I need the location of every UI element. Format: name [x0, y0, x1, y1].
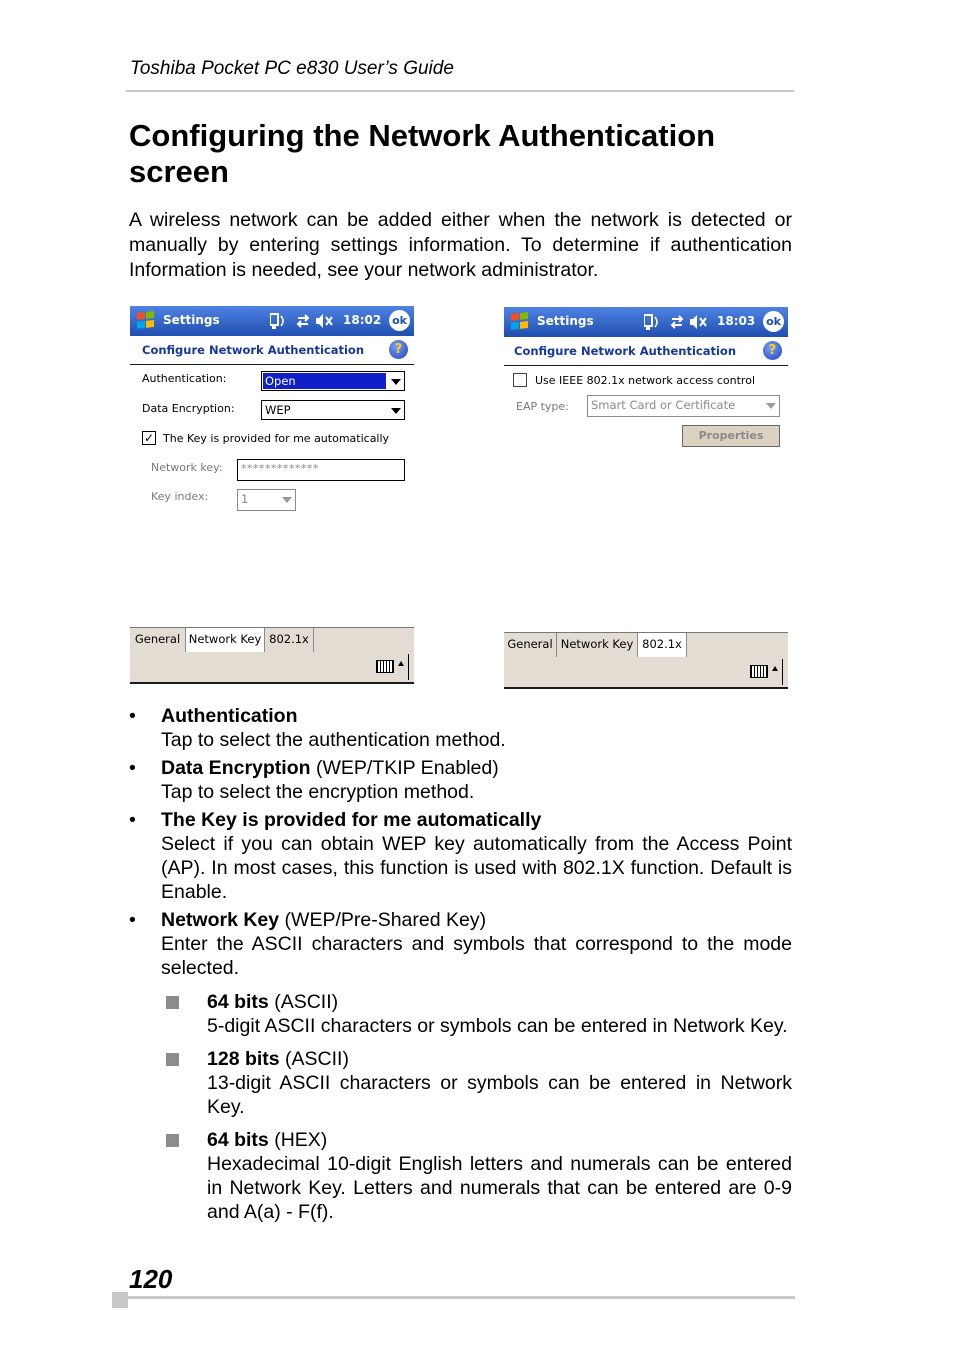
- chevron-down-icon: [766, 403, 776, 409]
- list-item: [129, 704, 792, 752]
- titlebar: [504, 307, 788, 337]
- chevron-down-icon: [282, 497, 292, 503]
- footer-square: [112, 1292, 128, 1308]
- command-bar: [504, 657, 788, 689]
- speaker-muted-icon[interactable]: [690, 315, 706, 329]
- tab-802-1x[interactable]: 802.1x: [638, 633, 687, 657]
- bullet-term: Authentication: [161, 705, 298, 727]
- clock[interactable]: 18:02: [343, 313, 382, 327]
- authentication-value: Open: [263, 373, 386, 389]
- clock[interactable]: 18:03: [717, 314, 756, 328]
- input-selector-arrow-icon[interactable]: [398, 661, 404, 666]
- network-key-label: Network key:: [151, 461, 223, 474]
- chevron-down-icon: [391, 379, 401, 385]
- tab-general[interactable]: General: [130, 628, 186, 652]
- sub-description: Hexadecimal 10-digit English letters and numerals can be entered in Network Key. Letters and numerals that can be entered are 0-9 and A(a) - F(f).: [207, 1153, 792, 1223]
- bullet-symbol: •: [129, 909, 136, 931]
- use-ieee-label: Use IEEE 802.1x network access control: [535, 374, 755, 387]
- keyboard-icon[interactable]: [376, 660, 394, 673]
- intro-paragraph: A wireless network can be added either when the network is detected or manually by entering settings information. To determine if authentication Information is needed, see your network administrator.: [129, 209, 792, 281]
- connectivity-icon[interactable]: [644, 315, 657, 330]
- key-provided-label: The Key is provided for me automatically: [163, 432, 390, 445]
- page-number: 120: [129, 1264, 173, 1294]
- screenshot-network-key: [130, 306, 414, 684]
- footer-rule: [120, 1296, 795, 1299]
- data-encryption-label: Data Encryption:: [142, 402, 235, 415]
- eap-type-label: EAP type:: [516, 400, 569, 413]
- sub-list-item: [207, 990, 792, 1038]
- square-bullet-icon: [166, 996, 179, 1009]
- bullet-symbol: •: [129, 757, 136, 779]
- windows-start-icon[interactable]: [509, 311, 531, 333]
- sub-term: 128 bits: [207, 1048, 280, 1070]
- authentication-dropdown[interactable]: [261, 371, 405, 391]
- bullet-description: Tap to select the encryption method.: [161, 781, 475, 803]
- command-bar-separator: [408, 654, 409, 680]
- bullet-qualifier: (WEP/Pre-Shared Key): [279, 909, 487, 931]
- windows-start-icon[interactable]: [135, 310, 157, 332]
- sub-qualifier: (ASCII): [268, 991, 339, 1013]
- sub-list-item: [207, 1047, 792, 1119]
- key-provided-checkbox[interactable]: ✓: [143, 431, 155, 445]
- key-index-value: 1: [241, 492, 249, 506]
- sub-description: 13-digit ASCII characters or symbols can be entered in Network Key.: [207, 1072, 792, 1118]
- chevron-down-icon: [391, 408, 401, 414]
- authentication-label: Authentication:: [142, 372, 227, 385]
- bullet-term: Network Key: [161, 909, 280, 931]
- subheader: [504, 337, 788, 366]
- app-title: Settings: [163, 313, 220, 327]
- header-rule: [126, 90, 794, 92]
- tab-network-key[interactable]: Network Key: [557, 633, 638, 657]
- screenshot-802-1x: [504, 307, 788, 689]
- key-index-dropdown[interactable]: [237, 489, 296, 511]
- guide-title: Toshiba Pocket PC e830 User’s Guide: [130, 58, 454, 79]
- subheader-title: Configure Network Authentication: [142, 343, 365, 357]
- list-item: [129, 808, 792, 904]
- square-bullet-icon: [166, 1053, 179, 1066]
- speaker-muted-icon[interactable]: [316, 314, 332, 328]
- list-item: [129, 908, 792, 980]
- sync-arrows-icon[interactable]: [672, 316, 682, 328]
- bullet-term: Data Encryption: [161, 757, 311, 779]
- network-key-value: *************: [241, 462, 319, 475]
- properties-button[interactable]: Properties: [682, 425, 780, 447]
- tab-bar: [130, 627, 414, 653]
- sub-term: 64 bits: [207, 1129, 269, 1151]
- data-encryption-value: WEP: [265, 403, 291, 417]
- network-key-input[interactable]: [237, 459, 405, 481]
- sub-list-item: [207, 1128, 792, 1224]
- sub-term: 64 bits: [207, 991, 269, 1013]
- use-ieee-checkbox[interactable]: [513, 373, 527, 387]
- bullet-term: The Key is provided for me automatically: [161, 809, 542, 831]
- command-bar-separator: [782, 659, 783, 685]
- list-item: [129, 756, 792, 804]
- eap-type-dropdown[interactable]: [587, 395, 780, 417]
- tab-network-key[interactable]: Network Key: [186, 628, 265, 652]
- bullet-description: Select if you can obtain WEP key automatically from the Access Point (AP). In most cases, this function is used with 802.1X function. Default is Enable.: [161, 833, 792, 903]
- bullet-qualifier: (WEP/TKIP Enabled): [310, 757, 499, 779]
- connectivity-icon[interactable]: [270, 314, 283, 329]
- tab-general[interactable]: General: [504, 633, 557, 657]
- tab-802-1x[interactable]: 802.1x: [265, 628, 314, 652]
- data-encryption-dropdown[interactable]: [261, 400, 405, 420]
- sync-arrows-icon[interactable]: [298, 315, 308, 327]
- bullet-symbol: •: [129, 809, 136, 831]
- titlebar: [130, 306, 414, 336]
- ok-button[interactable]: ok: [389, 310, 410, 331]
- subheader-title: Configure Network Authentication: [514, 344, 737, 358]
- keyboard-icon[interactable]: [750, 665, 768, 678]
- sub-qualifier: (ASCII): [279, 1048, 349, 1070]
- sub-qualifier: (HEX): [268, 1129, 328, 1151]
- key-index-label: Key index:: [151, 490, 209, 503]
- help-icon[interactable]: ?: [389, 340, 408, 359]
- eap-type-value: Smart Card or Certificate: [591, 398, 736, 412]
- bullet-description: Enter the ASCII characters and symbols that correspond to the mode selected.: [161, 933, 792, 979]
- square-bullet-icon: [166, 1134, 179, 1147]
- command-bar: [130, 652, 414, 684]
- app-title: Settings: [537, 314, 594, 328]
- bullet-description: Tap to select the authentication method.: [161, 729, 506, 751]
- bullet-list: [129, 704, 792, 1224]
- section-title: Configuring the Network Authentication screen: [129, 118, 716, 189]
- tab-bar: [504, 632, 788, 658]
- help-icon[interactable]: ?: [763, 341, 782, 360]
- sub-description: 5-digit ASCII characters or symbols can be entered in Network Key.: [207, 1015, 788, 1037]
- bullet-symbol: •: [129, 705, 136, 727]
- subheader: [130, 336, 414, 365]
- input-selector-arrow-icon[interactable]: [772, 666, 778, 671]
- ok-button[interactable]: ok: [763, 311, 784, 332]
